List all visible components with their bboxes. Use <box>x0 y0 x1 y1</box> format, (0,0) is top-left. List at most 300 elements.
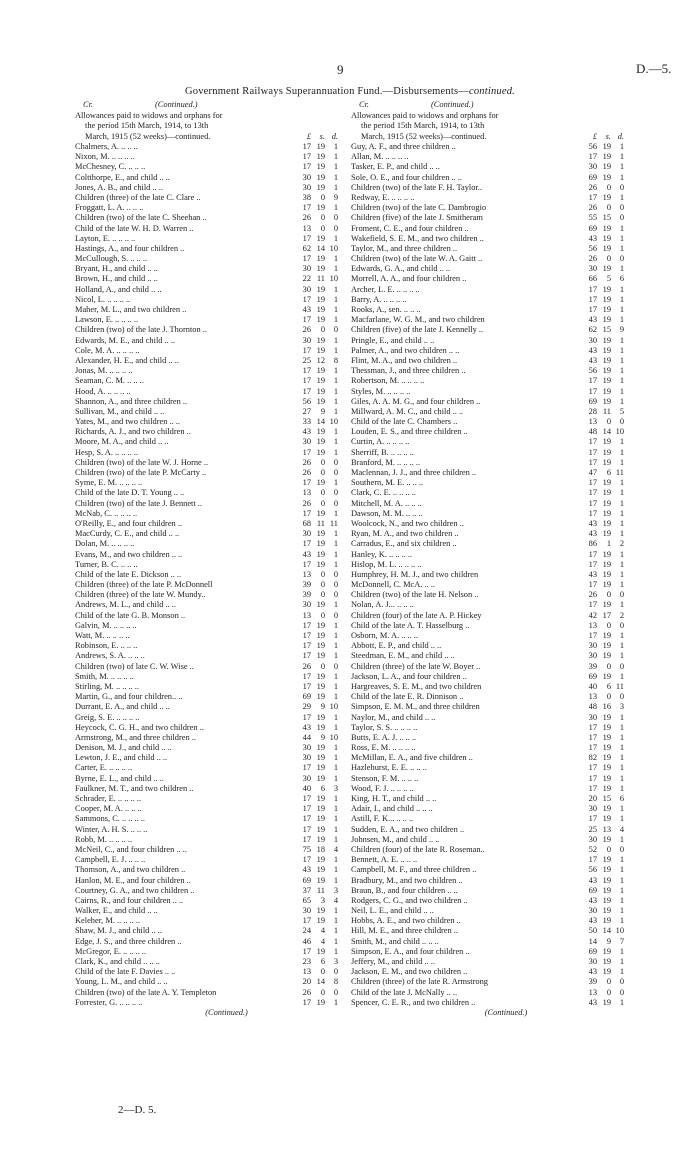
entry-name: Children (two) of the late W. J. Horne .. <box>75 457 209 467</box>
entry-name: Martin, G., and four children.. .. <box>75 692 183 702</box>
amount-pounds: 17 <box>588 549 597 559</box>
amount-shillings: 0 <box>320 967 325 977</box>
amount-shillings: 19 <box>316 916 325 926</box>
amount-pounds: 30 <box>588 834 597 844</box>
amount-pounds: 33 <box>302 417 311 427</box>
amount-pence: 9 <box>333 192 338 202</box>
table-row <box>75 285 348 295</box>
entry-name: Johnsen, M., and child .. .. <box>351 834 440 844</box>
entry-name: Guy, A. F., and three children .. <box>351 142 456 151</box>
entry-name: Greig, S. E. .. .. .. .. <box>75 712 140 722</box>
amount-shillings: 0 <box>606 203 611 213</box>
left-rows <box>75 142 348 1008</box>
amount-pence: 1 <box>333 142 338 151</box>
amount-pounds: 30 <box>588 712 597 722</box>
amount-pence: 1 <box>333 294 338 304</box>
amount-pence: 1 <box>333 539 338 549</box>
amount-shillings: 6 <box>320 783 325 793</box>
entry-name: Morrell, A. A., and four children .. <box>351 274 467 284</box>
entry-name: Child of the late C. Chambers .. <box>351 417 458 427</box>
amount-shillings: 19 <box>316 264 325 274</box>
table-row <box>75 855 348 865</box>
amount-pounds: 17 <box>588 763 597 773</box>
entry-name: Children (five) of the late J. Smitheram <box>351 213 483 223</box>
amount-pounds: 30 <box>302 172 311 182</box>
amount-shillings: 19 <box>316 345 325 355</box>
left-footer-continued: (Continued.) <box>205 1007 248 1017</box>
amount-pence: 0 <box>333 325 338 335</box>
amount-shillings: 15 <box>602 794 611 803</box>
entry-name: Children (two) of late C. W. Wise .. <box>75 661 194 671</box>
amount-shillings: 19 <box>602 437 611 447</box>
amount-pence: 1 <box>333 916 338 926</box>
amount-shillings: 0 <box>320 661 325 671</box>
amount-pence: 1 <box>333 284 338 294</box>
entry-name: Robinson, E. .. .. .. <box>75 641 138 651</box>
amount-pence: 1 <box>333 437 338 447</box>
table-row <box>351 234 631 244</box>
amount-pence: 1 <box>333 743 338 753</box>
amount-shillings: 4 <box>320 926 325 936</box>
entry-name: Durrant, E. A., and child .. .. <box>75 702 170 712</box>
amount-pence: 1 <box>619 264 624 274</box>
amount-pence: 10 <box>329 243 338 253</box>
entry-name: Children (two) of the late A. Y. Templeton <box>75 987 217 997</box>
amount-shillings: 19 <box>316 824 325 834</box>
entry-name: Children (two) of the late W. A. Gaitt .. <box>351 254 483 264</box>
amount-pounds: 17 <box>302 804 311 814</box>
amount-pounds: 17 <box>588 600 597 610</box>
entry-name: Lawson, E. .. .. .. .. <box>75 315 139 325</box>
amount-shillings: 19 <box>602 957 611 966</box>
amount-shillings: 19 <box>602 355 611 365</box>
entry-name: Smith, M. .. .. .. .. <box>75 671 134 681</box>
amount-shillings: 19 <box>602 376 611 386</box>
entry-name: McNeil, C., and four children .. .. <box>75 844 187 854</box>
amount-pounds: 17 <box>302 794 311 803</box>
amount-shillings: 19 <box>316 692 325 702</box>
table-row <box>351 285 631 295</box>
amount-shillings: 19 <box>316 152 325 162</box>
entry-name: McMillan, E. A., and five children .. <box>351 753 473 763</box>
amount-shillings: 5 <box>606 274 611 284</box>
entry-name: Dolan, M. .. .. .. .. <box>75 539 135 549</box>
table-row <box>351 264 631 274</box>
table-row <box>351 427 631 437</box>
table-row <box>351 173 631 183</box>
entry-name: Child of the late D. T. Young .. .. <box>75 488 185 498</box>
entry-name: Styles, M. .. .. .. .. <box>351 386 411 396</box>
entry-name: Butts, E. A. J. .. .. .. <box>351 732 417 742</box>
amount-pounds: 17 <box>302 315 311 325</box>
entry-name: Humphrey, H. M. J., and two children <box>351 569 479 579</box>
table-row <box>351 753 631 763</box>
amount-shillings: 19 <box>316 722 325 732</box>
table-row <box>351 957 631 967</box>
entry-name: Brown, H., and child .. .. <box>75 274 158 284</box>
table-row <box>75 336 348 346</box>
amount-shillings: 19 <box>602 580 611 590</box>
amount-pounds: 17 <box>302 824 311 834</box>
entry-name: Child of the late E. R. Dinnison .. <box>351 692 464 702</box>
amount-shillings: 19 <box>316 376 325 386</box>
table-row <box>75 692 348 702</box>
amount-shillings: 0 <box>606 987 611 997</box>
amount-pence: 1 <box>619 916 624 926</box>
amount-pence: 4 <box>333 844 338 854</box>
amount-pence: 1 <box>333 376 338 386</box>
amount-pence: 1 <box>333 946 338 956</box>
table-row <box>75 213 348 223</box>
amount-pounds: 17 <box>588 294 597 304</box>
amount-shillings: 19 <box>316 651 325 661</box>
table-row <box>75 865 348 875</box>
amount-pounds: 13 <box>588 620 597 630</box>
entry-name: MacCurdy, C. E., and child .. .. <box>75 529 180 539</box>
entry-name: Simpson, E. M. M., and three children <box>351 702 480 712</box>
entry-name: Archer, L. E. .. .. .. .. <box>351 284 420 294</box>
amount-shillings: 11 <box>602 406 611 416</box>
amount-pence: 1 <box>619 335 624 345</box>
amount-shillings: 19 <box>316 366 325 376</box>
amount-pounds: 86 <box>588 539 597 549</box>
entry-name: McNab, C. .. .. .. .. <box>75 508 138 518</box>
amount-shillings: 19 <box>316 539 325 549</box>
amount-pounds: 43 <box>588 997 597 1007</box>
amount-pence: 1 <box>619 600 624 610</box>
amount-pounds: 17 <box>302 233 311 243</box>
entry-name: McCullough, S. .. .. .. <box>75 254 148 264</box>
amount-pence: 1 <box>333 926 338 936</box>
amount-shillings: 11 <box>316 885 325 895</box>
entry-name: Mitchell, M. A. .. .. .. <box>351 498 422 508</box>
entry-name: Braun, B., and four children .. .. <box>351 885 458 895</box>
amount-pounds: 13 <box>588 417 597 427</box>
table-row <box>351 641 631 651</box>
amount-pounds: 43 <box>588 345 597 355</box>
amount-pence: 7 <box>619 936 624 946</box>
table-row <box>75 774 348 784</box>
amount-shillings: 0 <box>606 977 611 987</box>
amount-pounds: 25 <box>302 355 311 365</box>
amount-pence: 1 <box>619 895 624 905</box>
entry-name: Southern, M. E. .. .. .. <box>351 478 424 488</box>
amount-pence: 1 <box>333 631 338 640</box>
amount-pounds: 69 <box>588 885 597 895</box>
amount-pounds: 14 <box>588 936 597 946</box>
amount-pence: 0 <box>619 417 624 427</box>
table-row <box>351 407 631 417</box>
table-row <box>75 835 348 845</box>
amount-pence: 1 <box>333 396 338 406</box>
table-row <box>75 244 348 254</box>
table-row <box>75 876 348 886</box>
amount-pounds: 40 <box>588 681 597 691</box>
amount-shillings: 19 <box>602 152 611 162</box>
amount-pence: 1 <box>333 508 338 518</box>
amount-pounds: 17 <box>302 539 311 549</box>
amount-shillings: 19 <box>602 192 611 202</box>
amount-shillings: 19 <box>602 294 611 304</box>
title-main: Government Railways Superannuation Fund.—Disbursements— <box>185 86 469 97</box>
table-row <box>75 468 348 478</box>
amount-pounds: 17 <box>302 203 311 213</box>
amount-shillings: 19 <box>316 203 325 213</box>
amount-pounds: 30 <box>588 906 597 916</box>
amount-shillings: 19 <box>316 427 325 437</box>
entry-name: Redway, E. .. .. .. .. <box>351 192 415 202</box>
table-row <box>351 672 631 682</box>
table-row <box>75 203 348 213</box>
amount-pence: 1 <box>619 651 624 661</box>
amount-shillings: 9 <box>320 732 325 742</box>
entry-name: Simpson, E. A., and four children .. <box>351 946 470 956</box>
amount-pence: 0 <box>333 967 338 977</box>
entry-name: Abbott, E. P., and child .. .. <box>351 641 442 651</box>
amount-pounds: 43 <box>588 875 597 885</box>
amount-shillings: 0 <box>606 590 611 600</box>
amount-pence: 9 <box>619 325 624 335</box>
amount-shillings: 13 <box>602 824 611 834</box>
amount-pence: 0 <box>619 844 624 854</box>
amount-shillings: 19 <box>316 335 325 345</box>
table-row <box>351 183 631 193</box>
entry-name: Children (four) of the late A. P. Hickey <box>351 610 482 620</box>
amount-pounds: 30 <box>588 957 597 966</box>
left-header-line-1: Allowances paid to widows and orphans for <box>75 110 223 120</box>
table-row <box>75 580 348 590</box>
amount-pounds: 17 <box>302 386 311 396</box>
table-row <box>351 468 631 478</box>
amount-pounds: 17 <box>302 631 311 640</box>
amount-pounds: 69 <box>302 875 311 885</box>
amount-pence: 2 <box>619 539 624 549</box>
amount-pounds: 43 <box>302 305 311 314</box>
amount-pence: 1 <box>619 355 624 365</box>
amount-pence: 1 <box>619 580 624 590</box>
amount-shillings: 19 <box>316 763 325 773</box>
entry-name: Hanlon, M. E., and four children .. <box>75 875 191 885</box>
amount-pence: 1 <box>619 763 624 773</box>
amount-pence: 1 <box>333 997 338 1007</box>
amount-pounds: 43 <box>588 967 597 977</box>
amount-pence: 1 <box>619 457 624 467</box>
amount-shillings: 19 <box>316 386 325 396</box>
amount-pounds: 17 <box>302 152 311 162</box>
amount-pence: 1 <box>333 671 338 681</box>
table-row <box>351 356 631 366</box>
amount-pence: 1 <box>333 335 338 345</box>
amount-pounds: 17 <box>588 631 597 640</box>
table-row <box>75 621 348 631</box>
amount-shillings: 6 <box>320 957 325 966</box>
table-row <box>351 305 631 315</box>
table-row <box>75 998 348 1008</box>
amount-shillings: 19 <box>316 294 325 304</box>
amount-pence: 8 <box>333 355 338 365</box>
entry-name: Bradbury, M., and two children .. <box>351 875 463 885</box>
pound-heading: £ <box>306 131 311 141</box>
amount-pence: 1 <box>619 549 624 559</box>
table-row <box>351 437 631 447</box>
entry-name: Edwards, G. A., and child .. .. <box>351 264 451 274</box>
amount-pounds: 39 <box>588 977 597 987</box>
table-row <box>75 478 348 488</box>
amount-pounds: 69 <box>302 692 311 702</box>
amount-pence: 1 <box>619 305 624 314</box>
amount-pence: 2 <box>619 610 624 620</box>
pence-heading: d. <box>331 131 338 141</box>
table-row <box>351 336 631 346</box>
amount-pounds: 30 <box>302 264 311 274</box>
amount-shillings: 0 <box>320 223 325 233</box>
amount-pounds: 17 <box>588 498 597 508</box>
amount-pounds: 30 <box>588 162 597 172</box>
amount-pence: 1 <box>619 732 624 742</box>
amount-pounds: 55 <box>588 213 597 223</box>
amount-pounds: 69 <box>588 671 597 681</box>
amount-pounds: 30 <box>302 284 311 294</box>
entry-name: Edwards, M. E., and child .. .. <box>75 335 176 345</box>
table-row <box>351 916 631 926</box>
amount-pounds: 39 <box>588 661 597 671</box>
table-row <box>75 743 348 753</box>
amount-pence: 1 <box>333 722 338 732</box>
table-row <box>75 295 348 305</box>
table-row <box>75 437 348 447</box>
amount-pounds: 30 <box>588 804 597 814</box>
entry-name: Millward, A. M. C., and child .. .. <box>351 406 464 416</box>
entry-name: Ryan, M. A., and two children .. <box>351 529 459 539</box>
table-row <box>75 906 348 916</box>
entry-name: Children (two) of the late F. H. Taylor.. <box>351 182 482 192</box>
table-row <box>75 519 348 529</box>
amount-pounds: 17 <box>302 681 311 691</box>
amount-pounds: 17 <box>302 142 311 151</box>
entry-name: Hislop, M. L. .. .. .. .. <box>351 559 422 569</box>
entry-name: Alexander, H. E., and child .. .. <box>75 355 179 365</box>
amount-pence: 6 <box>619 794 624 803</box>
amount-shillings: 6 <box>606 681 611 691</box>
amount-pounds: 75 <box>302 844 311 854</box>
entry-name: Seaman, C. M. .. .. .. <box>75 376 144 386</box>
left-continued-label: (Continued.) <box>155 100 198 109</box>
amount-pence: 1 <box>619 569 624 579</box>
amount-pounds: 17 <box>302 834 311 844</box>
amount-shillings: 19 <box>316 600 325 610</box>
amount-shillings: 19 <box>602 488 611 498</box>
amount-pounds: 17 <box>588 773 597 783</box>
amount-pence: 1 <box>619 875 624 885</box>
table-row <box>75 162 348 172</box>
amount-shillings: 0 <box>320 325 325 335</box>
table-row <box>351 560 631 570</box>
amount-shillings: 19 <box>602 172 611 182</box>
table-row <box>351 988 631 998</box>
table-row <box>351 274 631 284</box>
amount-shillings: 19 <box>602 518 611 528</box>
entry-name: Moore, M. A., and child .. .. <box>75 437 169 447</box>
amount-shillings: 19 <box>316 794 325 803</box>
right-continued-label: (Continued.) <box>431 100 474 109</box>
amount-shillings: 19 <box>316 814 325 824</box>
table-row <box>351 662 631 672</box>
table-row <box>351 295 631 305</box>
table-row <box>75 142 348 152</box>
amount-shillings: 19 <box>602 569 611 579</box>
amount-shillings: 0 <box>606 417 611 427</box>
amount-pounds: 26 <box>302 987 311 997</box>
entry-name: Nixon, M. .. .. .. .. <box>75 152 135 162</box>
footer-reference: 2—D. 5. <box>118 1104 157 1116</box>
amount-pence: 0 <box>333 213 338 223</box>
amount-pence: 1 <box>333 386 338 396</box>
entry-name: McDonnell, C. McA. .. .. <box>351 580 435 590</box>
entry-name: Stenson, F. M. .. .. .. <box>351 773 419 783</box>
amount-pounds: 27 <box>302 406 311 416</box>
amount-pence: 4 <box>619 824 624 834</box>
amount-shillings: 19 <box>316 559 325 569</box>
amount-pence: 1 <box>619 783 624 793</box>
table-row <box>351 387 631 397</box>
left-column <box>75 100 348 1019</box>
entry-name: Thomson, A., and two children .. <box>75 865 186 875</box>
amount-pence: 1 <box>619 162 624 172</box>
amount-pounds: 17 <box>588 732 597 742</box>
amount-shillings: 19 <box>316 172 325 182</box>
table-row <box>75 274 348 284</box>
table-row <box>351 682 631 692</box>
table-row <box>351 417 631 427</box>
amount-pence: 0 <box>619 692 624 702</box>
amount-shillings: 0 <box>320 213 325 223</box>
entry-name: Evans, M., and two children .. .. <box>75 549 183 559</box>
amount-pence: 11 <box>329 518 338 528</box>
entry-name: Sudden, E. A., and two children .. <box>351 824 465 834</box>
table-row <box>351 621 631 631</box>
amount-pence: 1 <box>333 936 338 946</box>
amount-pence: 0 <box>619 590 624 600</box>
entry-name: Rooks, A., sen. .. .. .. <box>351 305 421 314</box>
amount-pounds: 43 <box>302 427 311 437</box>
table-row <box>351 713 631 723</box>
amount-pence: 1 <box>619 814 624 824</box>
amount-pounds: 17 <box>588 284 597 294</box>
entry-name: Steedman, E. M., and child .. .. <box>351 651 455 661</box>
amount-shillings: 19 <box>602 641 611 651</box>
entry-name: Andrews, S. A. .. .. .. <box>75 651 145 661</box>
table-row <box>75 305 348 315</box>
amount-shillings: 19 <box>602 498 611 508</box>
amount-pounds: 17 <box>588 508 597 518</box>
table-row <box>351 998 631 1008</box>
amount-shillings: 19 <box>602 722 611 732</box>
amount-shillings: 0 <box>606 254 611 264</box>
table-row <box>75 702 348 712</box>
amount-pounds: 25 <box>588 824 597 834</box>
table-row <box>75 499 348 509</box>
amount-pounds: 17 <box>588 743 597 753</box>
amount-pence: 1 <box>619 885 624 895</box>
amount-pence: 1 <box>333 254 338 264</box>
table-row <box>351 224 631 234</box>
amount-pounds: 48 <box>588 702 597 712</box>
amount-shillings: 19 <box>316 875 325 885</box>
table-row <box>351 937 631 947</box>
table-row <box>351 733 631 743</box>
entry-name: Cole, M. A. .. .. .. .. <box>75 345 140 355</box>
amount-pounds: 26 <box>302 457 311 467</box>
